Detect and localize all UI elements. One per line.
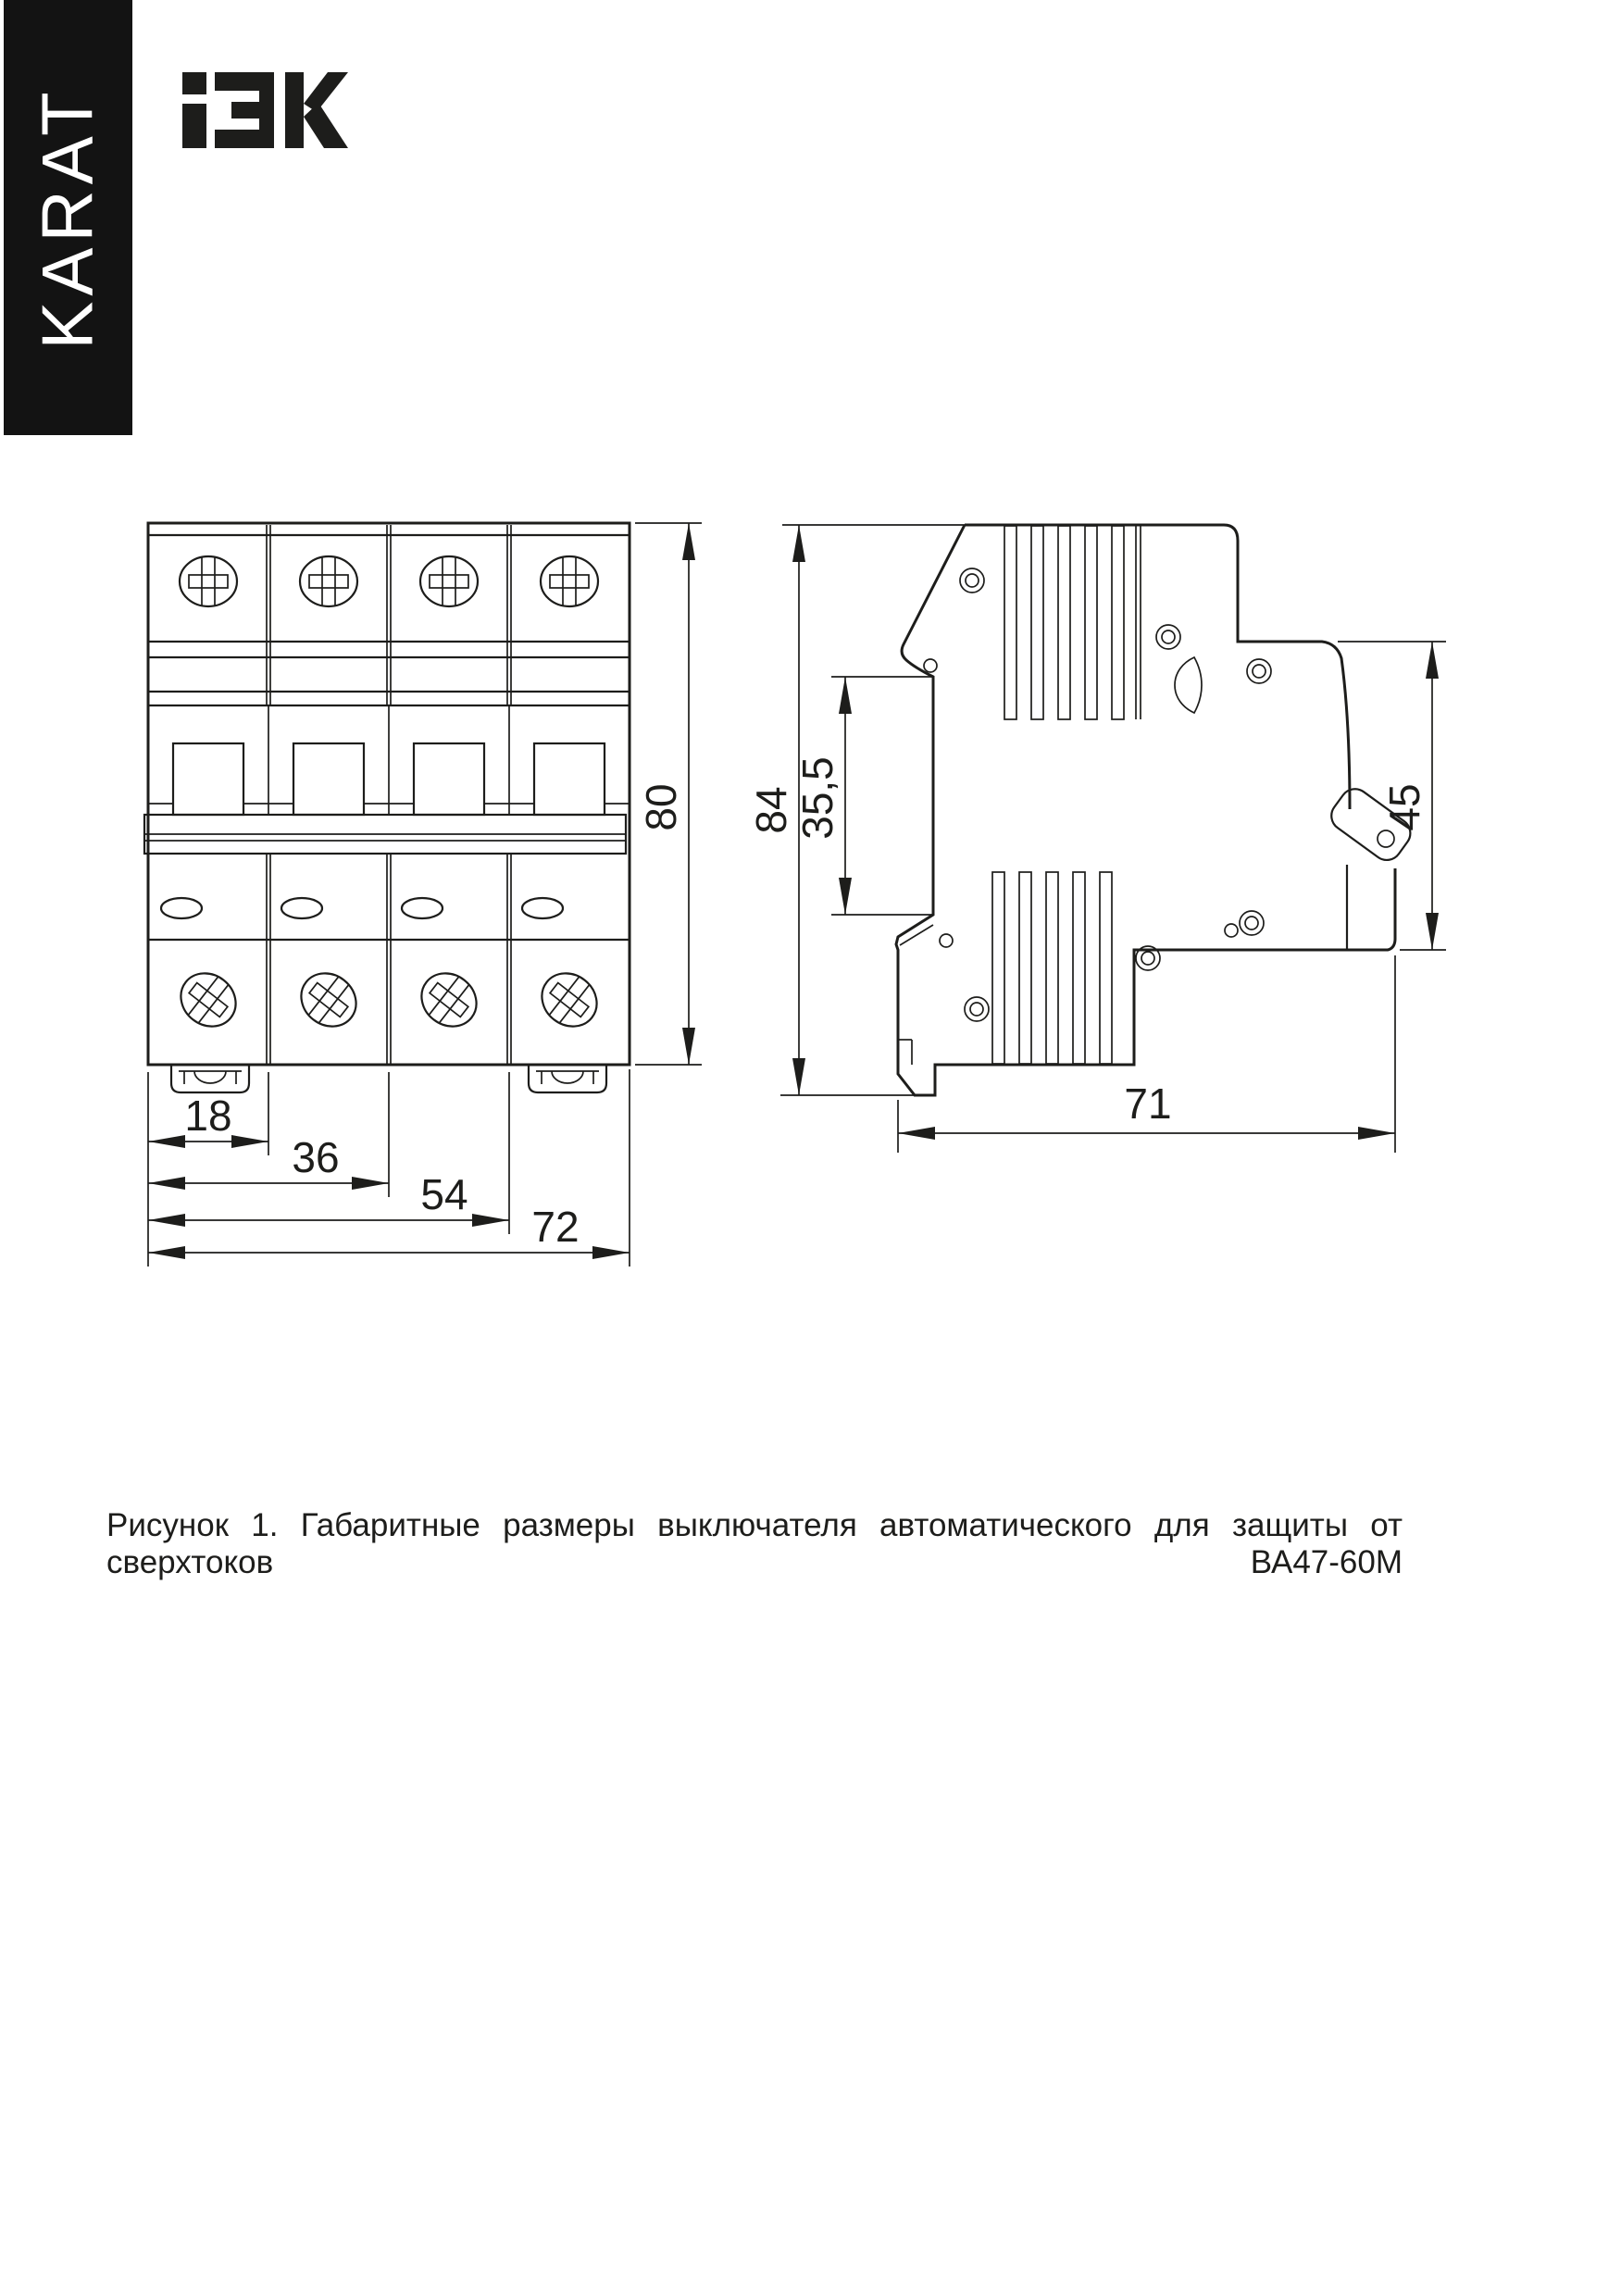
dimension-45	[1338, 642, 1446, 950]
dimension-35-5	[793, 677, 933, 915]
figure-caption: Рисунок 1. Габаритные размеры выключателя автоматического для защиты от сверхтоков ВА47-60М	[106, 1507, 1403, 1580]
dim-label-54: 54	[420, 1170, 468, 1218]
iek-logo-icon	[182, 72, 348, 148]
dimension-18	[148, 1092, 268, 1148]
test-slot-icons	[161, 898, 563, 918]
tie-bar	[144, 815, 626, 854]
vent-slots-bottom	[992, 872, 1112, 1064]
vent-slots-top	[1004, 526, 1141, 719]
dim-label-36: 36	[292, 1133, 340, 1181]
dim-label-71: 71	[1124, 1079, 1172, 1128]
side-view	[896, 525, 1416, 1095]
pin-hole-icons	[924, 659, 1238, 947]
terminal-screw-bottom-icons	[170, 963, 607, 1038]
dim-label-45: 45	[1380, 783, 1428, 831]
dim-label-72: 72	[531, 1203, 580, 1251]
dimension-80	[635, 523, 702, 1065]
module-dividers	[267, 525, 511, 1065]
front-view-dimensions	[148, 523, 702, 1267]
karat-banner-label: KARAT	[27, 85, 109, 350]
kidney-slot-icon	[1175, 657, 1202, 713]
terminal-screw-top-icons	[180, 556, 598, 606]
front-view	[144, 523, 630, 1092]
dim-label-18: 18	[184, 1092, 232, 1140]
dim-label-80: 80	[637, 783, 685, 831]
dimension-72	[148, 1203, 630, 1259]
dim-label-84: 84	[747, 786, 795, 834]
label-area-lines	[148, 642, 630, 705]
rivet-icons	[960, 568, 1271, 1021]
dim-label-35-5: 35,5	[793, 756, 842, 840]
dimension-71	[898, 955, 1395, 1153]
